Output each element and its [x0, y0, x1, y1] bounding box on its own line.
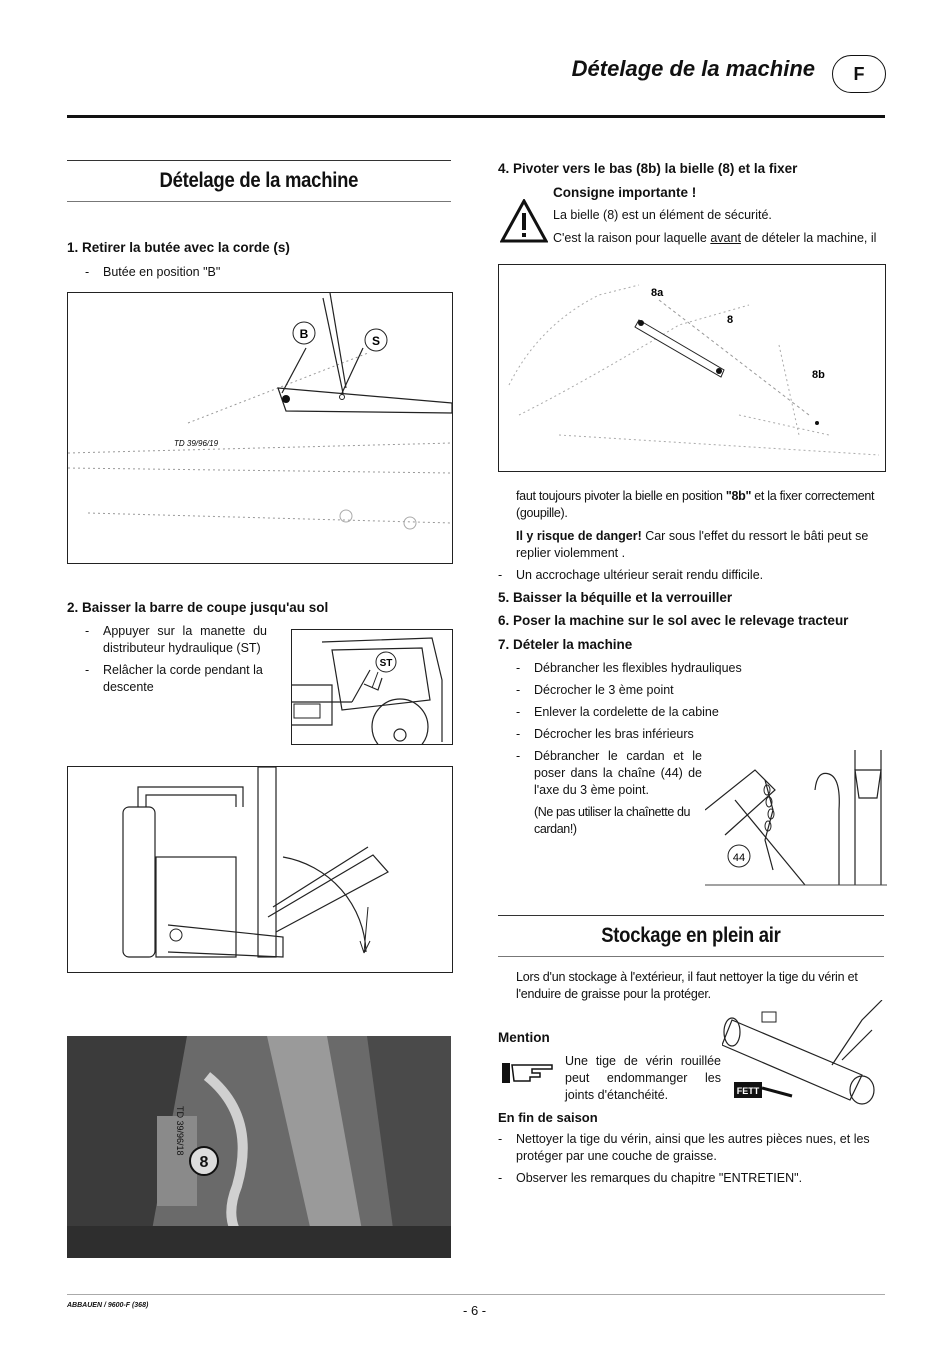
- figure-cylinder: [722, 1000, 884, 1112]
- label-s: S: [371, 334, 381, 348]
- paragraph-pivot-post: et la fixer correctement (goupille).: [516, 489, 875, 520]
- mention-title: Mention: [498, 1030, 550, 1045]
- footer-doc-code: ABBAUEN / 9600-F (368): [67, 1302, 149, 1309]
- storage-title: Stockage en plein air: [601, 924, 781, 947]
- warning-line-2: [553, 230, 876, 247]
- step-2-bullet-1: - Appuyer sur la manette du distributeur hydraulique (ST): [85, 624, 267, 655]
- label-44: 44: [732, 852, 746, 864]
- label-8: 8: [727, 314, 734, 326]
- step-5-title: 5. Baisser la béquille et la verrouiller: [498, 590, 733, 605]
- figure-tractor-cab: [291, 629, 453, 745]
- step-7-bullet-1-text: Débrancher les flexibles hydrauliques: [534, 661, 742, 675]
- paragraph-danger: [516, 528, 886, 562]
- step-7-bullet-4: - Décrocher les bras inférieurs: [516, 727, 694, 741]
- figure-chain: [705, 750, 887, 888]
- figure-bielle: [498, 264, 886, 472]
- figure-tractor-cab-drawing: [292, 630, 452, 744]
- label-8a: 8a: [651, 287, 664, 299]
- figure-cutter-bar-drawing: [68, 767, 452, 972]
- section-title: Dételage de la machine: [159, 169, 359, 192]
- step-7-bullet-2-text: Décrocher le 3 ème point: [534, 683, 674, 697]
- paragraph-accrochage: - Un accrochage ultérieur serait rendu difficile.: [498, 568, 764, 582]
- label-8b: 8b: [812, 369, 825, 381]
- warning-line-2-a: C'est la raison pour laquelle: [553, 231, 711, 245]
- footer-rule: [67, 1294, 885, 1295]
- paragraph-danger-rest: Car sous l'effet du ressort le bâti peut se replier violemment .: [516, 529, 869, 560]
- storage-intro: Lors d'un stockage à l'extérieur, il faut nettoyer la tige du vérin et l'enduire de graisse pour la protéger.: [516, 970, 858, 1001]
- step-7-bullet-1: - Débrancher les flexibles hydrauliques: [516, 661, 742, 675]
- paragraph-accrochage-text: Un accrochage ultérieur serait rendu difficile.: [516, 568, 764, 582]
- step-2-title: 2. Baisser la barre de coupe jusqu'au sol: [67, 600, 329, 615]
- season-bullet-2: - Observer les remarques du chapitre "ENTRETIEN".: [498, 1171, 803, 1185]
- step-7-bullet-3: - Enlever la cordelette de la cabine: [516, 705, 719, 719]
- season-bullet-2-text: Observer les remarques du chapitre "ENTRETIEN".: [516, 1171, 803, 1185]
- step-7-bullet-5: - Débrancher le cardan et le poser dans la chaîne (44) de l'axe du 3 ème point.: [516, 749, 702, 797]
- step-7-bullet-3-text: Enlever la cordelette de la cabine: [534, 705, 719, 719]
- page-header-title: Dételage de la machine: [571, 56, 815, 81]
- header-rule: [67, 115, 885, 118]
- label-st: ST: [379, 658, 393, 669]
- step-2-bullet-1-text: Appuyer sur la manette du distributeur hydraulique (ST): [103, 624, 267, 655]
- photo-bielle-drawing: [67, 1036, 451, 1258]
- paragraph-danger-bold: Il y risque de danger!: [516, 529, 642, 543]
- photo-code: TD 39/96/18: [175, 1106, 185, 1156]
- label-b: B: [299, 327, 309, 341]
- step-7-note: (Ne pas utiliser la chaînette du cardan!): [534, 805, 691, 836]
- pointing-hand-icon: [500, 1057, 556, 1087]
- fett-label: FETT: [736, 1086, 760, 1096]
- step-2-bullet-2: - Relâcher la corde pendant la descente: [85, 663, 263, 694]
- figure-cutter-bar: [67, 766, 453, 973]
- language-badge: F: [832, 55, 886, 93]
- figure-butee: [67, 292, 453, 564]
- section-title-box: [67, 160, 451, 202]
- season-title: En fin de saison: [498, 1110, 598, 1125]
- step-1-title: 1. Retirer la butée avec la corde (s): [67, 240, 290, 255]
- step-1-bullet-text: Butée en position "B": [103, 265, 221, 279]
- step-7-bullet-2: - Décrocher le 3 ème point: [516, 683, 674, 697]
- storage-title-box: [498, 915, 884, 957]
- season-bullet-1: - Nettoyer la tige du vérin, ainsi que les autres pièces nues, et les protéger par une couche de graisse.: [498, 1132, 870, 1163]
- step-7-title: 7. Dételer la machine: [498, 637, 633, 652]
- warning-line-2-b: de dételer la machine, il: [740, 231, 877, 245]
- warning-icon: [500, 199, 548, 243]
- step-7-bullet-5-text: Débrancher le cardan et le poser dans la chaîne (44) de l'axe du 3 ème point.: [534, 749, 702, 797]
- mention-text: Une tige de vérin rouillée peut endommanger les joints d'étanchéité.: [565, 1054, 721, 1102]
- season-bullet-1-text: Nettoyer la tige du vérin, ainsi que les autres pièces nues, et les protéger par une couche de graisse.: [516, 1132, 870, 1163]
- photo-bielle: [67, 1036, 451, 1258]
- warning-line-2-avant: avant: [710, 231, 741, 245]
- step-4-title: 4. Pivoter vers le bas (8b) la bielle (8) et la fixer: [498, 161, 798, 176]
- step-2-bullet-2-text: Relâcher la corde pendant la descente: [103, 663, 263, 694]
- step-7-bullet-4-text: Décrocher les bras inférieurs: [534, 727, 694, 741]
- paragraph-pivot-pre: faut toujours pivoter la bielle en position: [516, 489, 726, 503]
- step-6-title: 6. Poser la machine sur le sol avec le relevage tracteur: [498, 613, 849, 628]
- consigne-title: Consigne importante !: [553, 185, 697, 200]
- paragraph-pivot: [516, 488, 886, 522]
- warning-line-1: La bielle (8) est un élément de sécurité.: [553, 208, 772, 222]
- step-1-bullet: - Butée en position "B": [85, 265, 221, 279]
- label-8-photo: 8: [199, 1154, 209, 1171]
- figure-bielle-drawing: [499, 265, 885, 471]
- page-number: - 6 -: [463, 1303, 487, 1318]
- figure-butee-drawing: [68, 293, 452, 563]
- paragraph-pivot-bold: "8b": [725, 489, 752, 503]
- figure-code: TD 39/96/19: [174, 439, 219, 448]
